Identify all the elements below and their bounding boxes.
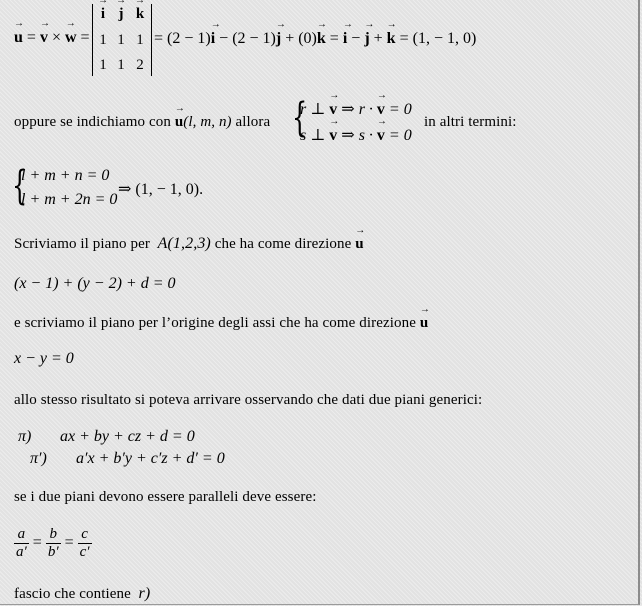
system-brace: {: [12, 163, 28, 209]
v-vector: → v: [40, 29, 48, 47]
fraction-b: $\frac{b}{b'}$: [47, 526, 59, 560]
cross-result-vector: (1, − 1, 0): [412, 30, 477, 47]
plane-equation-a: (x − 1) + (y − 2) + d = 0: [14, 275, 176, 292]
direction-params: (l, m, n): [183, 114, 232, 130]
matrix-i: → i: [96, 6, 110, 23]
matrix-cell: 1: [99, 57, 107, 73]
fraction-c: $\frac{c}{c'}$: [79, 526, 90, 560]
plane-pi-label: π): [18, 428, 32, 445]
unit-j: → j: [364, 30, 369, 48]
system-brace: {: [292, 95, 308, 141]
fraction-a: $\frac{a}{a'}$: [16, 526, 27, 560]
fascio-line: fascio che contiene r): [14, 585, 151, 602]
system-result: ⇒ (1, − 1, 0).: [118, 181, 204, 198]
origin-plane-line: e scriviamo il piano per l’origine degli assi che ha come direzione → u: [14, 315, 428, 332]
determinant-matrix: [92, 4, 152, 76]
matrix-cell: 1: [99, 32, 107, 48]
w-vector: → w: [65, 29, 77, 47]
matrix-cell: 1: [117, 32, 125, 48]
u-vector: → u: [355, 236, 363, 253]
cross-product-result: = (2 − 1)→ i − (2 − 1)→ j + (0)→ k = → i − → j + → k = (1, − 1, 0): [154, 30, 476, 48]
matrix-cell: 2: [136, 57, 144, 73]
matrix-j: → j: [114, 6, 128, 23]
matrix-k: → k: [133, 6, 147, 23]
origin-plane-equation: x − y = 0: [14, 350, 74, 367]
plane-pi-equation: ax + by + cz + d = 0: [60, 428, 195, 445]
unit-k: → k: [317, 30, 326, 48]
in-altri-termini: in altri termini:: [424, 114, 517, 130]
unit-i: → i: [343, 30, 347, 48]
matrix-cell: 1: [117, 57, 125, 73]
u-vector: → u: [420, 315, 428, 332]
scriviamo-piano-line: Scriviamo il piano per A(1,2,3) che ha come direzione → u: [14, 235, 364, 253]
system-equation-1: l + m + n = 0: [21, 167, 110, 184]
unit-j: → j: [276, 30, 281, 48]
parallel-condition: $\frac{a}{a'}$ = $\frac{b}{b'}$ = $\frac{c}{c'}$: [16, 526, 90, 560]
u-vector: → u: [14, 29, 23, 47]
allo-stesso-line: allo stesso risultato si poteva arrivare osservando che dati due piani generici:: [14, 392, 483, 408]
unit-k: → k: [387, 30, 396, 48]
cross-product-line: → u = → v × → w =: [14, 29, 90, 47]
plane-pi-prime-equation: a′x + b′y + c′z + d′ = 0: [76, 450, 225, 467]
system-equation-2: l + m + 2n = 0: [21, 191, 118, 208]
point-a: A(1,2,3): [157, 235, 211, 252]
line-r: r): [138, 585, 151, 602]
paralleli-line: se i due piani devono essere paralleli deve essere:: [14, 489, 317, 505]
unit-i: → i: [211, 30, 215, 48]
matrix-cell: 1: [136, 32, 144, 48]
oppure-line: oppure se indichiamo con → u(l, m, n) allora: [14, 114, 270, 131]
orthogonal-condition-s: s ⊥ → v ⇒ s · → v = 0: [300, 125, 412, 145]
plane-pi-prime-label: π′): [30, 450, 47, 467]
orthogonal-condition-r: r ⊥ → v ⇒ r · → v = 0: [300, 99, 412, 119]
u-vector: → u: [175, 114, 183, 131]
